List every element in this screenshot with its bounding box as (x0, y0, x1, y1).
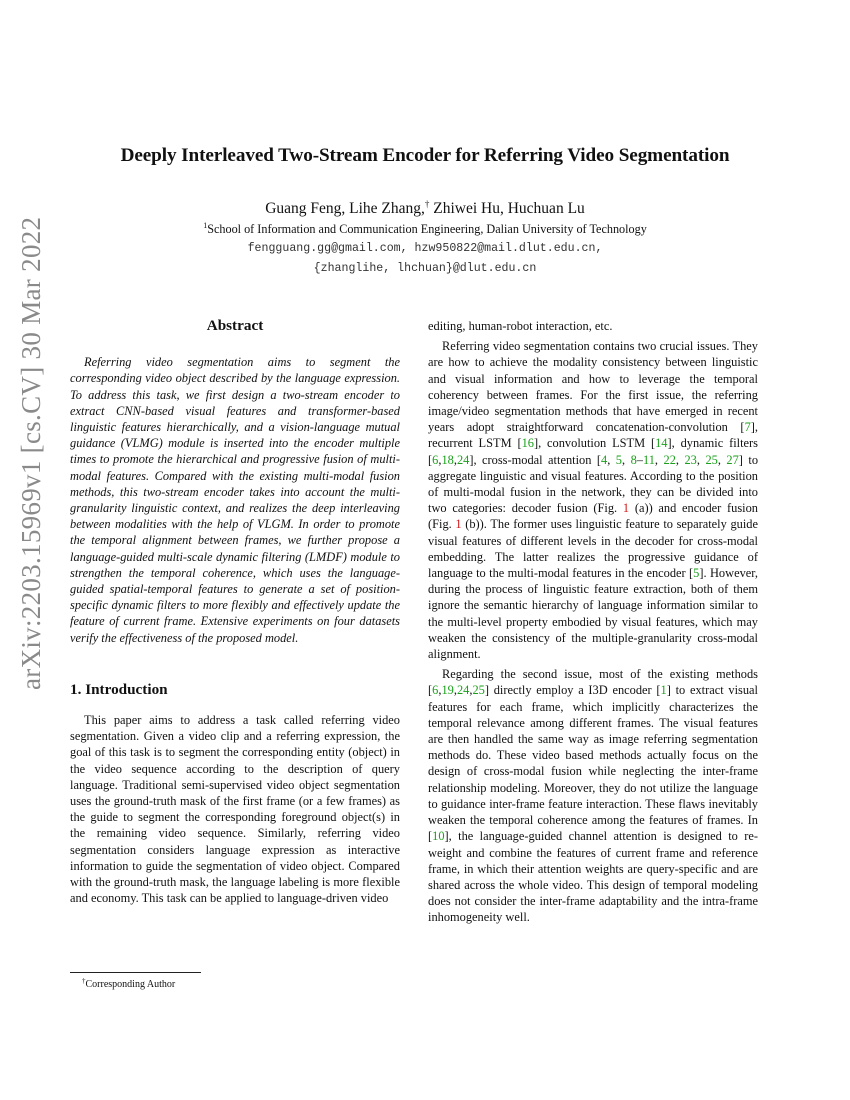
authors-first: Guang Feng, Lihe Zhang, (265, 200, 425, 217)
figure-link[interactable]: 1 (455, 517, 462, 532)
right-column (428, 318, 758, 926)
arxiv-identifier-stamp: arXiv:2203.15969v1 [cs.CV] 30 Mar 2022 (16, 216, 46, 690)
citation-link[interactable]: 25 (705, 452, 718, 467)
left-column (70, 318, 400, 907)
citation-link[interactable]: 27 (726, 452, 739, 467)
citation-link[interactable]: 5 (615, 452, 622, 467)
citation-link[interactable]: 24 (456, 683, 470, 698)
citation-link[interactable]: 1 (660, 683, 667, 698)
abstract-heading: Abstract (206, 317, 264, 334)
citation-link[interactable]: 25 (472, 683, 485, 698)
intro-paragraph-1-continued: editing, human-robot interaction, etc. (428, 319, 613, 333)
text-span: ]. However, during the process of linguistic feature extraction, both of them ignore the semantic hierarchy of language information similar to the multi-level property embodied by visual features, which may weaken the consistency of the multiple-granularity cross-modal alignment. (428, 566, 758, 662)
intro-paragraph-2: Referring video segmentation contains two crucial issues. They are how to achieve the modality consistency between linguistic and visual information and how to leverage the temporal coherency between frames. For the first issue, the referring image/video segmentation methods that have emerged in recent years adopt straightforward concatenation-convolution [7], recurrent LSTM [16], convolution LSTM [14], dynamic filters [6,18,24], cross-modal attention [4, 5, 8–11, 22, 23, 25, 27] to aggregate linguistic and visual features. According to the position of multi-modal fusion in the network, they can be divided into two categories: decoder fusion (Fig. 1 (a)) and encoder fusion (Fig. 1 (b)). The former uses linguistic feature to separately guide visual features of different levels in the decoder for cross-modal embedding. The latter realizes the progressive guidance of language to the multi-modal features in the encoder [5]. However, during the process of linguistic feature extraction, both of them ignore the semantic hierarchy of language information similar to the multi-level property embodied by visual features, which may weaken the consistency of the multiple-granularity cross-modal alignment. (428, 339, 759, 662)
text-span: ] to extract visual features for each frame, which implicitly characterizes the temporal relevance among different frames. The visual features are then handled the same way as image referring segmentation methods do. These video based methods actually focus on the design of cross-modal fusion while neglecting the inter-frame relationship modeling. Moreover, they do not utilize the language to guidance inter-frame feature interaction. These flaws inevitably weaken the temporal coherence among the features of frames. In [ (428, 683, 758, 844)
citation-link[interactable]: 16 (521, 436, 534, 451)
citation-link[interactable]: 7 (744, 420, 751, 435)
text-span: ] to aggregate linguistic and visual features. According to the position of multi-modal fusion in the network, they can be divided into two categories: decoder fusion (Fig. (428, 452, 759, 516)
text-span: (b)). The former uses linguistic feature to separately guide visual features of different levels in the decoder for cross-modal embedding. The latter realizes the progressive guidance of language to the multi-modal features in the encoder [ (428, 517, 758, 581)
text-span: ], recurrent LSTM [ (428, 420, 758, 451)
citation-link[interactable]: 18 (441, 452, 454, 467)
figure-link[interactable]: 1 (622, 501, 630, 516)
abstract-body: Referring video segmentation aims to segment the corresponding video object described by the language expression. To address this task, we first design a two-stream encoder to extract CNN-based visual features and transformer-based linguistic features hierarchically, and a vision-language mutual guidance (VLMG) module is inserted into the encoder multiple times to promote the hierarchical and progressive fusion of multi-modal features. Compared with the existing multi-modal fusion methods, this two-stream encoder takes into account the multi-granularity linguistic context, and realizes the deep interleaving between modalities with the help of VLGM. In order to promote the temporal alignment between frames, we further propose a language-guided multi-scale dynamic filtering (LMDF) module to strengthen the temporal coherence, which uses the language-guided spatial-temporal features to generate a set of position-specific dynamic filters to more flexibly and effectively update the feature of current frame. Extensive experiments on four datasets verify the effectiveness of the proposed model. (70, 355, 400, 645)
citation-link[interactable]: 10 (432, 829, 445, 844)
paper-title: Deeply Interleaved Two-Stream Encoder for Referring Video Segmentation (120, 145, 730, 166)
citation-link[interactable]: 6 (432, 452, 439, 467)
citation-link[interactable]: 11 (642, 452, 655, 467)
footnote-mark: † (82, 977, 86, 985)
authors-rest: Zhiwei Hu, Huchuan Lu (429, 200, 585, 217)
text-span: (a)) and encoder fusion (Fig. (428, 501, 758, 532)
text-span: ], dynamic filters [ (428, 436, 758, 467)
text-span: ], cross-modal attention [ (469, 452, 602, 467)
citation-link[interactable]: 8 (630, 452, 637, 467)
citation-link[interactable]: 4 (601, 452, 608, 467)
email-line-1: fengguang.gg@gmail.com, hzw950822@mail.dlut.edu.cn, (247, 242, 603, 255)
email-line-2: {zhanglihe, lhchuan}@dlut.edu.cn (313, 262, 537, 275)
footnote (82, 977, 175, 990)
citation-link[interactable]: 6 (432, 683, 439, 698)
text-span: ], convolution LSTM [ (533, 436, 656, 451)
affiliation-mark: 1 (203, 221, 208, 230)
introduction-heading: 1. Introduction (70, 680, 168, 698)
footnote-divider (70, 972, 201, 973)
affiliation-text: School of Information and Communication Engineering, Dalian University of Technology (207, 222, 647, 236)
citation-link[interactable]: 19 (441, 683, 454, 698)
affiliation (0, 221, 850, 237)
text-span: Regarding the second issue, most of the existing methods [ (428, 667, 758, 698)
intro-paragraph-1: This paper aims to address a task called referring video segmentation. Given a video clip and a referring expression, the goal of this task is to segment the corresponding entity (object) in the video sequence according to the description of query language. Traditional semi-supervised video object segmentation uses the ground-truth mask of the first frame (or a few frames) as the guide to segment the corresponding foreground object(s) in the remaining video sequence. Similarly, referring video segmentation considers language expression as interactive information to guide the segmentation of video object. Compared with the ground-truth mask, the language labeling is more flexible and economy. This task can be applied to language-driven video (70, 713, 400, 906)
corresponding-mark: † (424, 199, 430, 209)
citation-link[interactable]: 22 (663, 452, 676, 467)
citation-link[interactable]: 24 (456, 452, 470, 467)
intro-paragraph-3: Regarding the second issue, most of the existing methods [6,19,24,25] directly employ a I3D encoder [1] to extract visual features for each frame, which implicitly characterizes the temporal relevance among different frames. The visual features are then handled the same way as image referring segmentation methods do. These video based methods actually focus on the design of cross-modal fusion while neglecting the inter-frame relationship modeling. Moreover, they do not utilize the language to guidance inter-frame feature interaction. These flaws inevitably weaken the temporal coherence among the features of frames. In [10], the language-guided channel attention is designed to re-weight and combine the features of current frame and reference frame, in which their attention weights are query-specific and are shared across the whole video. This design of temporal modeling does not consider the inter-frame adaptability and the intra-frame inhomogeneity well. (428, 667, 758, 925)
text-span: ], the language-guided channel attention is designed to re-weight and combine the features of current frame and reference frame, in which their attention weights are query-specific and are shared across the whole video. This design of temporal modeling does not consider the inter-frame adaptability and the intra-frame inhomogeneity well. (428, 829, 758, 925)
footnote-text: Corresponding Author (85, 979, 176, 990)
text-span: ] directly employ a I3D encoder [ (484, 683, 661, 698)
author-list (0, 199, 850, 218)
citation-link[interactable]: 14 (655, 436, 668, 451)
text-span: Referring video segmentation contains two crucial issues. They are how to achieve the modality consistency between linguistic and visual information and how to leverage the temporal coherency between frames. For the first issue, the referring image/video segmentation methods that have emerged in recent years adopt straightforward concatenation-convolution [ (428, 339, 758, 435)
citation-link[interactable]: 23 (684, 452, 697, 467)
citation-link[interactable]: 5 (693, 566, 700, 581)
